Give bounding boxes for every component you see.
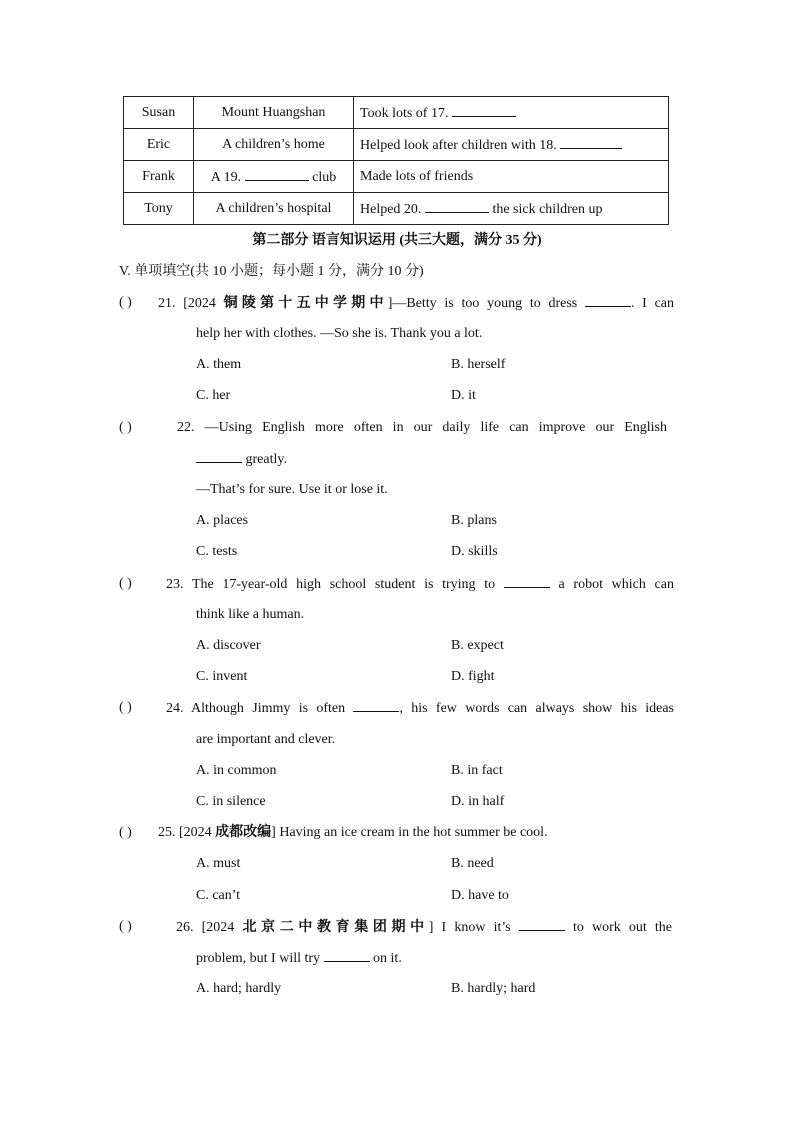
question-26: 26. [2024 北京二中教育集团期中] I know it’s to work out the <box>176 920 673 935</box>
table-row <box>124 129 669 161</box>
section-title: V. 单项填空(共 10 小题；每小题 1 分，满分 10 分) <box>119 264 424 279</box>
part-title: 第二部分 语言知识运用 (共三大题，满分 35 分) <box>252 233 542 248</box>
answer-bracket: ( ) <box>119 700 132 715</box>
activity-cell: Helped 20. the sick children up <box>354 193 669 225</box>
answer-bracket: ( ) <box>119 919 132 934</box>
answer-blank <box>519 918 565 931</box>
option-c: C. in silence <box>196 794 266 809</box>
name-cell: Frank <box>124 161 194 193</box>
question-text-line: help her with clothes. —So she is. Thank you a lot. <box>196 326 483 341</box>
option-b: B. plans <box>451 513 497 528</box>
name-cell: Susan <box>124 97 194 129</box>
question-text-line: think like a human. <box>196 607 305 622</box>
option-b: B. in fact <box>451 763 503 778</box>
answer-blank <box>425 200 489 213</box>
table-row <box>124 193 669 225</box>
option-c: C. can’t <box>196 888 241 903</box>
option-c: C. invent <box>196 669 248 684</box>
place-cell: Mount Huangshan <box>194 97 354 129</box>
answer-bracket: ( ) <box>119 295 132 310</box>
answer-blank <box>585 294 631 307</box>
place-cell: A children’s hospital <box>194 193 354 225</box>
question-text-line: problem, but I will try on it. <box>196 951 402 966</box>
table-row <box>124 97 669 129</box>
option-d: D. in half <box>451 794 505 809</box>
option-a: A. hard; hardly <box>196 981 282 996</box>
option-b: B. hardly; hard <box>451 981 536 996</box>
option-b: B. herself <box>451 357 506 372</box>
question-text-line: are important and clever. <box>196 732 336 747</box>
option-a: A. discover <box>196 638 261 653</box>
question-text-line: —That’s for sure. Use it or lose it. <box>196 482 388 497</box>
option-a: A. in common <box>196 763 277 778</box>
option-b: B. expect <box>451 638 504 653</box>
option-d: D. skills <box>451 544 498 559</box>
answer-blank <box>196 450 242 463</box>
option-d: D. fight <box>451 669 495 684</box>
activity-cell: Took lots of 17. <box>354 97 669 129</box>
table-row <box>124 161 669 193</box>
activity-cell: Helped look after children with 18. <box>354 129 669 161</box>
question-21: 21. [2024 铜陵第十五中学期中]—Betty is too young to dress . I can <box>158 296 675 311</box>
answer-blank <box>353 699 399 712</box>
option-c: C. her <box>196 388 231 403</box>
question-23: 23. The 17-year-old high school student is trying to a robot which can <box>166 577 674 592</box>
option-c: C. tests <box>196 544 238 559</box>
name-cell: Eric <box>124 129 194 161</box>
activity-cell: Made lots of friends <box>354 161 669 193</box>
answer-bracket: ( ) <box>119 576 132 591</box>
question-25: 25. [2024 成都改编] Having an ice cream in the hot summer be cool. <box>158 825 548 840</box>
question-text-line: greatly. <box>196 450 287 469</box>
question-22: 22. —Using English more often in our daily life can improve our English <box>177 420 667 435</box>
answer-blank <box>245 168 309 181</box>
place-cell: A children’s home <box>194 129 354 161</box>
answer-blank <box>452 104 516 117</box>
question-24: 24. Although Jimmy is often , his few words can always show his ideas <box>166 701 674 716</box>
answer-bracket: ( ) <box>119 420 132 435</box>
option-a: A. must <box>196 856 241 871</box>
place-cell: A 19. club <box>194 161 354 193</box>
answer-blank <box>504 575 550 588</box>
answer-blank <box>560 136 622 149</box>
activity-table <box>123 96 669 225</box>
option-a: A. places <box>196 513 249 528</box>
name-cell: Tony <box>124 193 194 225</box>
option-d: D. have to <box>451 888 509 903</box>
option-d: D. it <box>451 388 476 403</box>
answer-blank <box>324 949 370 962</box>
answer-bracket: ( ) <box>119 825 132 840</box>
option-b: B. need <box>451 856 494 871</box>
option-a: A. them <box>196 357 242 372</box>
